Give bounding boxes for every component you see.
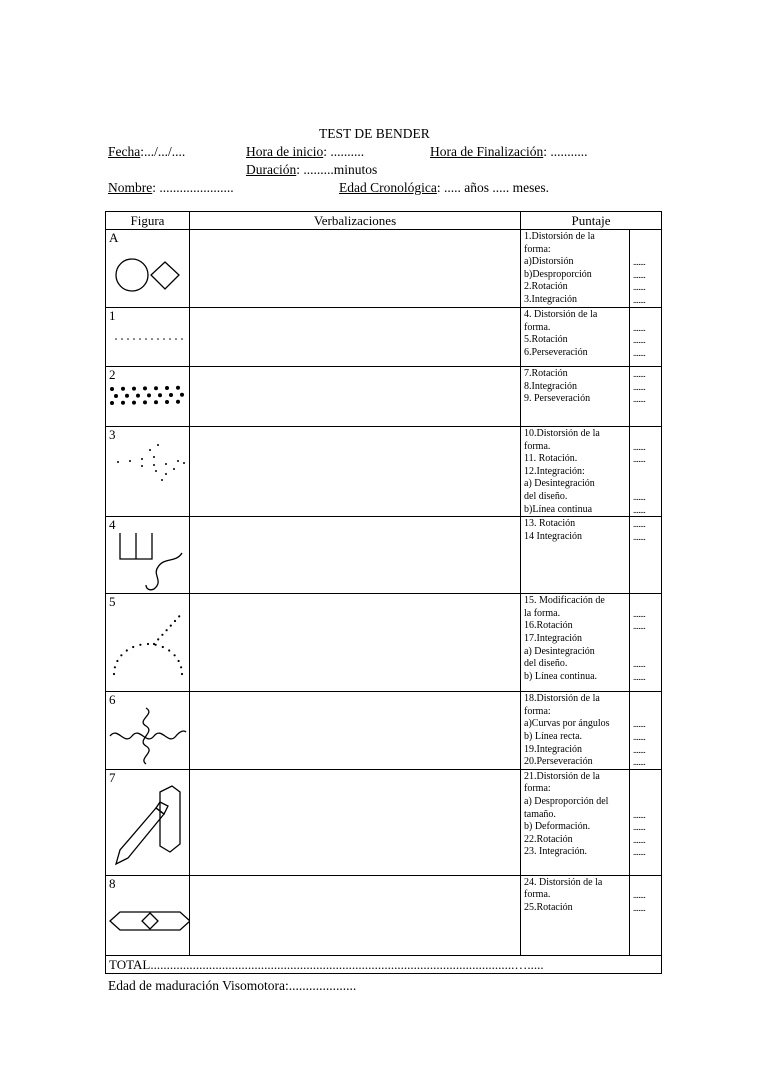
criterion-item: 14 Integración bbox=[524, 530, 583, 542]
points-blank: ....... bbox=[633, 294, 646, 305]
points-blank bbox=[633, 877, 661, 890]
criterion-item: b)Desproporción bbox=[524, 268, 592, 280]
criterion-item: 10.Distorsión de la bbox=[524, 428, 600, 439]
points-blank: ....... bbox=[633, 719, 646, 730]
points-blank: ....... bbox=[633, 491, 646, 502]
figure-1-drawing bbox=[106, 322, 190, 362]
verbalizaciones-cell[interactable] bbox=[190, 308, 521, 367]
criterion-item: 5.Rotación bbox=[524, 334, 568, 346]
criterion-item: b) Línea continua. bbox=[524, 670, 598, 682]
duracion-value: : .........minutos bbox=[296, 162, 378, 177]
verbalizaciones-cell[interactable] bbox=[190, 594, 521, 692]
points-blank bbox=[633, 646, 661, 659]
criterion-item: b) Línea recta. bbox=[524, 730, 583, 742]
points-blank: ....... bbox=[633, 744, 646, 755]
criterion-item: a) Desintegración bbox=[524, 478, 595, 490]
verbalizaciones-cell[interactable] bbox=[190, 769, 521, 875]
maduracion-footer: Edad de maduración Visomotora:.................... bbox=[108, 978, 357, 993]
criterion-item: 24. Distorsión de la bbox=[524, 876, 603, 888]
header-verbalizaciones: Verbalizaciones bbox=[190, 212, 521, 230]
points-blank: ....... bbox=[633, 282, 646, 293]
criterion-item: 17.Integración bbox=[524, 632, 583, 644]
points-cell[interactable] bbox=[630, 230, 662, 308]
points-cell[interactable] bbox=[630, 769, 662, 875]
hora-fin-label: Hora de Finalización bbox=[430, 144, 544, 159]
criterion-item: 12.Integración: bbox=[524, 465, 585, 477]
points-blank bbox=[633, 244, 661, 257]
criterion-item: 8.Integración bbox=[524, 380, 578, 392]
criterion-item: a)Distorsión bbox=[524, 256, 574, 268]
fecha-value: :.../.../.... bbox=[140, 144, 186, 159]
figure-label: 2 bbox=[109, 367, 116, 382]
criterion-item: 21.Distorsión de la bbox=[524, 770, 600, 782]
figure-label: 8 bbox=[109, 875, 116, 891]
figure-label: 5 bbox=[109, 594, 116, 610]
points-blank: ....... bbox=[633, 394, 646, 405]
points-cell[interactable] bbox=[630, 594, 662, 692]
points-blank: ....... bbox=[633, 322, 646, 333]
total-table-row bbox=[106, 955, 662, 973]
criterion-item: 1.Distorsión de la bbox=[524, 231, 595, 242]
points-cell[interactable] bbox=[630, 308, 662, 367]
criterion-item: forma. bbox=[524, 889, 551, 901]
scoring-criteria-cell bbox=[521, 427, 630, 517]
hora-fin-value: : ........... bbox=[543, 144, 588, 159]
points-blank: ....... bbox=[633, 731, 646, 742]
hora-inicio-value: : .......... bbox=[323, 144, 365, 159]
criterion-item: 19.Integración bbox=[524, 743, 583, 755]
table-row bbox=[106, 367, 662, 427]
points-blank: ....... bbox=[633, 890, 646, 901]
points-blank: ....... bbox=[633, 454, 646, 465]
criterion-item: 13. Rotación bbox=[524, 518, 576, 530]
edad-value: : ..... años ..... meses. bbox=[436, 180, 549, 195]
points-blank bbox=[633, 466, 661, 479]
fecha-field bbox=[108, 144, 185, 160]
points-blank bbox=[633, 478, 661, 491]
criterion-item: 16.Rotación bbox=[524, 620, 573, 632]
criterion-item: la forma. bbox=[524, 607, 561, 619]
hora-inicio-field bbox=[246, 144, 364, 160]
points-cell[interactable] bbox=[630, 517, 662, 594]
criterion-item: 9. Perseveración bbox=[524, 393, 591, 405]
figure-6-cell bbox=[106, 692, 190, 770]
fecha-label: Fecha bbox=[108, 144, 141, 159]
table-row bbox=[106, 427, 662, 517]
header-puntaje: Puntaje bbox=[521, 212, 662, 230]
verbalizaciones-cell[interactable] bbox=[190, 367, 521, 427]
points-blank: ....... bbox=[633, 822, 646, 833]
criterion-item: a) Desproporción del bbox=[524, 795, 609, 807]
criterion-item: 11. Rotación. bbox=[524, 453, 578, 465]
criterion-item: 25.Rotación bbox=[524, 901, 573, 913]
criterion-item: b)Línea continua bbox=[524, 503, 593, 515]
figure-8-drawing bbox=[106, 892, 190, 952]
figure-label: 3 bbox=[109, 427, 116, 442]
points-blank: ....... bbox=[633, 531, 646, 542]
figure-3-drawing bbox=[106, 441, 190, 501]
verbalizaciones-cell[interactable] bbox=[190, 427, 521, 517]
table-header-row bbox=[106, 212, 662, 230]
scoring-criteria-cell bbox=[521, 594, 630, 692]
duracion-field bbox=[246, 162, 377, 178]
points-blank bbox=[633, 633, 661, 646]
points-blank: ....... bbox=[633, 608, 646, 619]
criterion-item: 7.Rotación bbox=[524, 368, 568, 379]
criterion-item: 22.Rotación bbox=[524, 833, 573, 845]
points-blank: ....... bbox=[633, 504, 646, 515]
criterion-item: a)Curvas por ángulos bbox=[524, 718, 610, 730]
scoring-criteria-cell bbox=[521, 769, 630, 875]
points-blank: ....... bbox=[633, 834, 646, 845]
criterion-item: 4. Distorsión de la bbox=[524, 309, 598, 320]
criterion-item: forma. bbox=[524, 321, 551, 333]
figure-5-drawing bbox=[106, 604, 190, 689]
criterion-item: del diseño. bbox=[524, 658, 568, 670]
points-blank: ....... bbox=[633, 381, 646, 392]
figure-label: 1 bbox=[109, 308, 116, 323]
table-row bbox=[106, 230, 662, 308]
points-blank bbox=[633, 783, 661, 796]
criterion-item: del diseño. bbox=[524, 490, 568, 502]
criterion-item: 23. Integración. bbox=[524, 846, 588, 858]
criterion-item: 2.Rotación bbox=[524, 281, 568, 293]
nombre-field bbox=[108, 180, 234, 196]
table-row bbox=[106, 769, 662, 875]
verbalizaciones-cell[interactable] bbox=[190, 692, 521, 770]
figure-8-cell bbox=[106, 875, 190, 955]
points-blank: ....... bbox=[633, 519, 646, 530]
scoring-criteria-cell bbox=[521, 230, 630, 308]
points-blank: ....... bbox=[633, 335, 646, 346]
figure-3-cell bbox=[106, 427, 190, 517]
duracion-label: Duración bbox=[246, 162, 297, 177]
criterion-item: b) Deformación. bbox=[524, 821, 591, 833]
points-blank: ....... bbox=[633, 902, 646, 913]
points-cell[interactable] bbox=[630, 427, 662, 517]
points-blank: ....... bbox=[633, 659, 646, 670]
figure-4-cell bbox=[106, 517, 190, 594]
criterion-item: forma. bbox=[524, 440, 551, 452]
figure-6-drawing bbox=[106, 700, 190, 765]
points-blank bbox=[633, 693, 661, 706]
figure-7-cell bbox=[106, 769, 190, 875]
points-blank bbox=[633, 595, 661, 608]
figure-2-cell bbox=[106, 367, 190, 427]
table-row bbox=[106, 308, 662, 367]
points-blank bbox=[633, 771, 661, 784]
nombre-value: : ...................... bbox=[152, 180, 234, 195]
table-row bbox=[106, 692, 662, 770]
figure-4-drawing bbox=[106, 529, 190, 594]
points-cell[interactable] bbox=[630, 875, 662, 955]
points-blank: ....... bbox=[633, 809, 646, 820]
total-label: TOTAL................................................................................................................…..... bbox=[106, 955, 662, 973]
edad-label: Edad Cronológica bbox=[339, 180, 437, 195]
scoring-criteria-cell bbox=[521, 692, 630, 770]
figure-7-drawing bbox=[106, 778, 190, 873]
table-row bbox=[106, 875, 662, 955]
scoring-criteria-cell bbox=[521, 308, 630, 367]
hora-fin-field bbox=[430, 144, 587, 160]
criterion-item: forma: bbox=[524, 783, 551, 795]
verbalizaciones-cell[interactable] bbox=[190, 875, 521, 955]
hora-inicio-label: Hora de inicio bbox=[246, 144, 324, 159]
figure-5-cell bbox=[106, 594, 190, 692]
points-blank: ....... bbox=[633, 257, 646, 268]
table-row bbox=[106, 517, 662, 594]
nombre-label: Nombre bbox=[108, 180, 153, 195]
figure-1-cell bbox=[106, 308, 190, 367]
table-row bbox=[106, 594, 662, 692]
figure-label: 7 bbox=[109, 769, 116, 785]
points-blank bbox=[633, 706, 661, 719]
points-blank: ....... bbox=[633, 847, 646, 858]
points-blank: ....... bbox=[633, 757, 646, 768]
points-blank bbox=[633, 796, 661, 809]
header-figura: Figura bbox=[106, 212, 190, 230]
points-cell[interactable] bbox=[630, 367, 662, 427]
points-blank: ....... bbox=[633, 347, 646, 358]
figure-label: 4 bbox=[109, 517, 116, 533]
points-blank bbox=[633, 309, 661, 322]
points-blank: ....... bbox=[633, 441, 646, 452]
criterion-item: 6.Perseveración bbox=[524, 346, 588, 358]
points-blank: ....... bbox=[633, 269, 646, 280]
bender-score-table bbox=[105, 211, 662, 974]
figure-label: 6 bbox=[109, 692, 116, 708]
criterion-item: 15. Modificación de bbox=[524, 595, 605, 607]
scoring-criteria-cell bbox=[521, 367, 630, 427]
figure-a-cell bbox=[106, 230, 190, 308]
criterion-item: 18.Distorsión de la bbox=[524, 693, 600, 705]
figure-label: A bbox=[109, 230, 119, 245]
figure-a-drawing bbox=[106, 244, 190, 304]
points-blank: ....... bbox=[633, 621, 646, 632]
criterion-item: tamaño. bbox=[524, 808, 556, 820]
criterion-item: a) Desintegración bbox=[524, 645, 595, 657]
scoring-criteria-cell bbox=[521, 517, 630, 594]
points-blank: ....... bbox=[633, 671, 646, 682]
criterion-item: forma: bbox=[524, 243, 551, 255]
criterion-item: 20.Perseveración bbox=[524, 756, 593, 768]
points-blank bbox=[633, 231, 661, 244]
criterion-item: forma: bbox=[524, 705, 551, 717]
page-title: TEST DE BENDER bbox=[319, 126, 430, 141]
figure-2-drawing bbox=[106, 377, 190, 427]
points-blank bbox=[633, 428, 661, 441]
criterion-item: 3.Integración bbox=[524, 293, 578, 305]
points-cell[interactable] bbox=[630, 692, 662, 770]
points-blank: ....... bbox=[633, 369, 646, 379]
verbalizaciones-cell[interactable] bbox=[190, 230, 521, 308]
verbalizaciones-cell[interactable] bbox=[190, 517, 521, 594]
scoring-criteria-cell bbox=[521, 875, 630, 955]
edad-field bbox=[339, 180, 549, 196]
